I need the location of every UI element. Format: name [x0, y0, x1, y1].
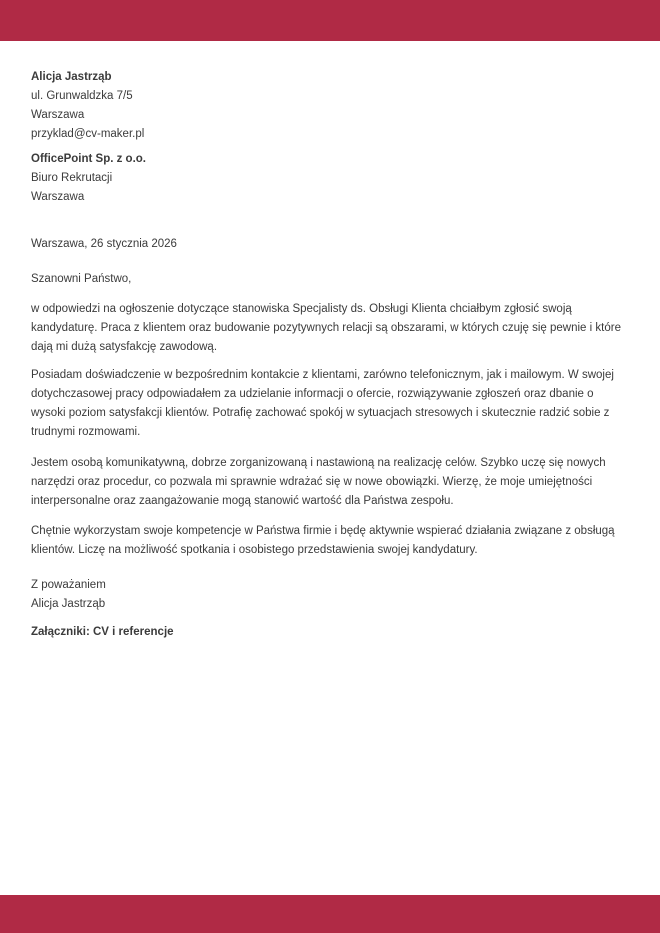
body-paragraph-4: Chętnie wykorzystam swoje kompetencje w Państwa firmie i będę aktywnie wspierać działania związane z obsługą klientów. Liczę na możliwość spotkania i osobistego przedstawienia swojej kandydatury.: [31, 525, 615, 556]
signature-name: Alicja Jastrząb: [31, 598, 106, 610]
recipient-block: [31, 150, 629, 207]
closing-block: [31, 576, 629, 614]
sender-city: Warszawa: [31, 109, 85, 121]
letter-document: [0, 41, 660, 642]
salutation: Szanowni Państwo,: [31, 273, 132, 285]
body-paragraph-3: Jestem osobą komunikatywną, dobrze zorganizowaną i nastawioną na realizację celów. Szybko uczę się nowych narzędzi oraz procedur, co pozwala mi sprawnie wdrażać się w nowe obowiązki. Wierzę, że moje umiejętności interpersonalne oraz zaangażowanie mogą stanowić wartość dla Państwa zespołu.: [31, 457, 606, 507]
footer-accent-bar: [0, 895, 660, 933]
attachments-line: Załączniki: CV i referencje: [31, 626, 174, 638]
body-paragraph-2: Posiadam doświadczenie w bezpośrednim kontakcie z klientami, zarówno telefonicznym, jak i mailowym. W swojej dotychczasowej pracy odpowiadałem za udzielanie informacji o ofercie, rozwiązywanie zgłoszeń oraz dbanie o wysoki poziom satysfakcji klientów. Potrafię zachować spokój w sytuacjach stresowych i skutecznie radzić sobie z trudnymi rozmowami.: [31, 369, 614, 438]
sender-email: przyklad@cv-maker.pl: [31, 128, 145, 140]
sender-address: ul. Grunwaldzka 7/5: [31, 90, 133, 102]
header-accent-bar: [0, 0, 660, 41]
recipient-company: OfficePoint Sp. z o.o.: [31, 153, 146, 165]
sender-name: Alicja Jastrząb: [31, 71, 112, 83]
body-paragraph-1: w odpowiedzi na ogłoszenie dotyczące stanowiska Specjalisty ds. Obsługi Klienta chciałbym zgłosić swoją kandydaturę. Praca z klientem oraz budowanie pozytywnych relacji są obszarami, w których czuję się pewnie i które dają mi dużą satysfakcję zawodową.: [31, 303, 621, 353]
date-line: Warszawa, 26 stycznia 2026: [31, 238, 177, 250]
sender-block: [31, 68, 629, 144]
recipient-department: Biuro Rekrutacji: [31, 172, 113, 184]
valediction: Z poważaniem: [31, 579, 106, 591]
recipient-city: Warszawa: [31, 191, 85, 203]
